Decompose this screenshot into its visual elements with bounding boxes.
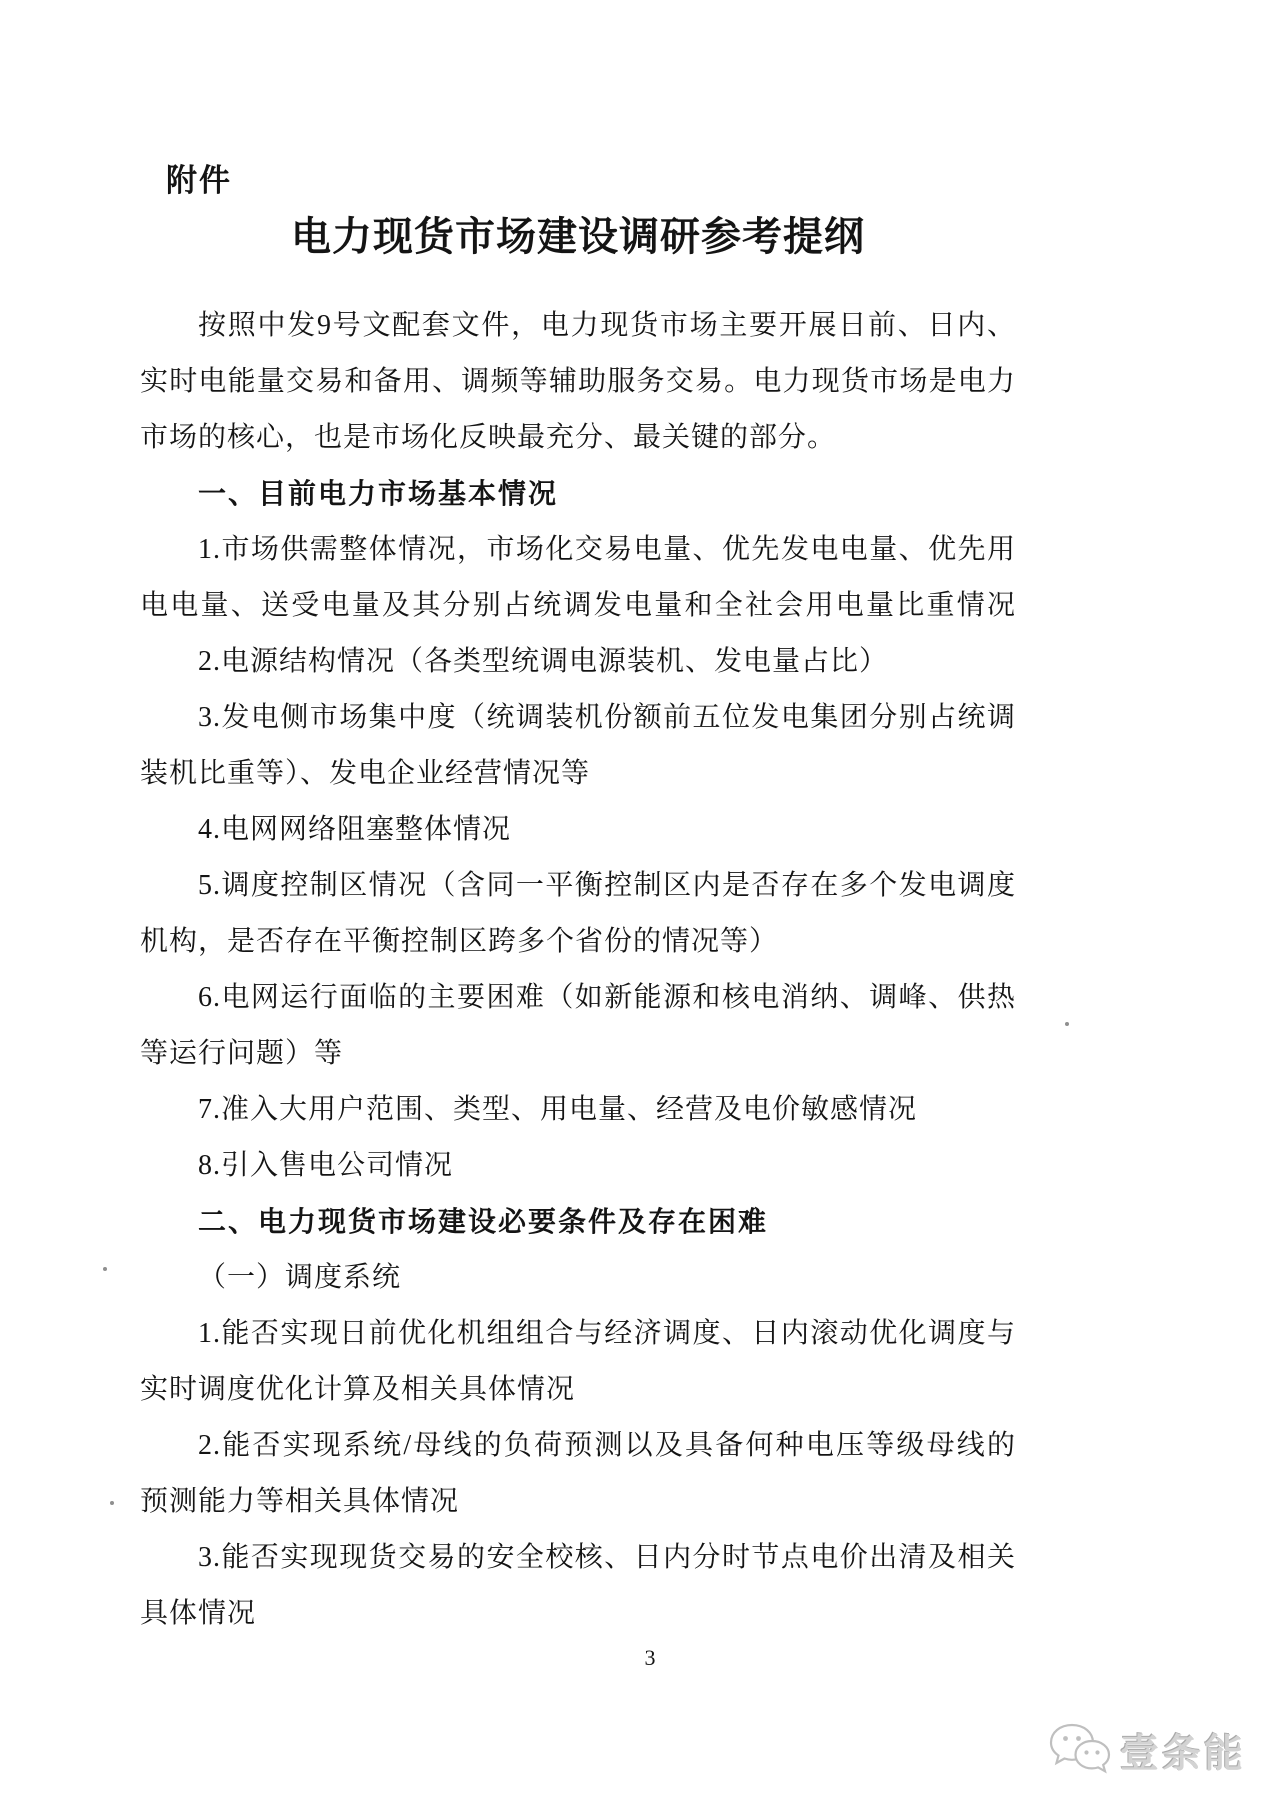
- document-line: 5.调度控制区情况（含同一平衡控制区内是否存在多个发电调度: [198, 870, 1016, 901]
- document-line: 按照中发9号文配套文件，电力现货市场主要开展日前、日内、: [198, 310, 1016, 341]
- brand-name: 壹条能: [1119, 1733, 1246, 1776]
- document-line: 实时电能量交易和备用、调频等辅助服务交易。电力现货市场是电力: [140, 366, 1016, 397]
- document-line: 电电量、送受电量及其分别占统调发电量和全社会用电量比重情况: [140, 590, 1016, 621]
- page-number: 3: [644, 1645, 656, 1670]
- document-line: 具体情况: [140, 1598, 257, 1629]
- document-line: 6.电网运行面临的主要困难（如新能源和核电消纳、调峰、供热: [198, 982, 1016, 1013]
- document-line: 市场的核心，也是市场化反映最充分、最关键的部分。: [140, 422, 837, 453]
- document-line: 3.发电侧市场集中度（统调装机份额前五位发电集团分别占统调: [198, 702, 1016, 733]
- document-line: 8.引入售电公司情况: [198, 1150, 454, 1181]
- document-line: 等运行问题）等: [140, 1038, 344, 1069]
- document-line: 2.电源结构情况（各类型统调电源装机、发电量占比）: [198, 646, 889, 677]
- document-line: 机构，是否存在平衡控制区跨多个省份的情况等）: [140, 926, 779, 957]
- document-line: （一）调度系统: [198, 1262, 402, 1293]
- scan-artifact-dot: [103, 1267, 107, 1271]
- document-line: 1.市场供需整体情况，市场化交易电量、优先发电电量、优先用: [198, 534, 1016, 565]
- document-line: 3.能否实现现货交易的安全校核、日内分时节点电价出清及相关: [198, 1542, 1016, 1573]
- scan-artifact-dot: [110, 1501, 114, 1505]
- document-line: 装机比重等）、发电企业经营情况等: [140, 758, 591, 789]
- brand-watermark: [1048, 1722, 1246, 1780]
- document-line: 7.准入大用户范围、类型、用电量、经营及电价敏感情况: [198, 1094, 918, 1125]
- document-line: 2.能否实现系统/母线的负荷预测以及具备何种电压等级母线的: [198, 1430, 1016, 1461]
- document-line: 一、目前电力市场基本情况: [198, 478, 559, 509]
- scan-artifact-dot: [1065, 1022, 1069, 1026]
- document-line: 4.电网网络阻塞整体情况: [198, 814, 512, 845]
- document-line: 实时调度优化计算及相关具体情况: [140, 1374, 576, 1405]
- document-line: 1.能否实现日前优化机组组合与经济调度、日内滚动优化调度与: [198, 1318, 1016, 1349]
- document-body: [140, 298, 1016, 1642]
- document-line: 预测能力等相关具体情况: [140, 1486, 460, 1517]
- document-line: 二、电力现货市场建设必要条件及存在困难: [198, 1206, 769, 1237]
- attachment-label: 附件: [166, 163, 232, 198]
- document-title: 电力现货市场建设调研参考提纲: [291, 215, 865, 259]
- chat-bubbles-icon: [1048, 1722, 1112, 1780]
